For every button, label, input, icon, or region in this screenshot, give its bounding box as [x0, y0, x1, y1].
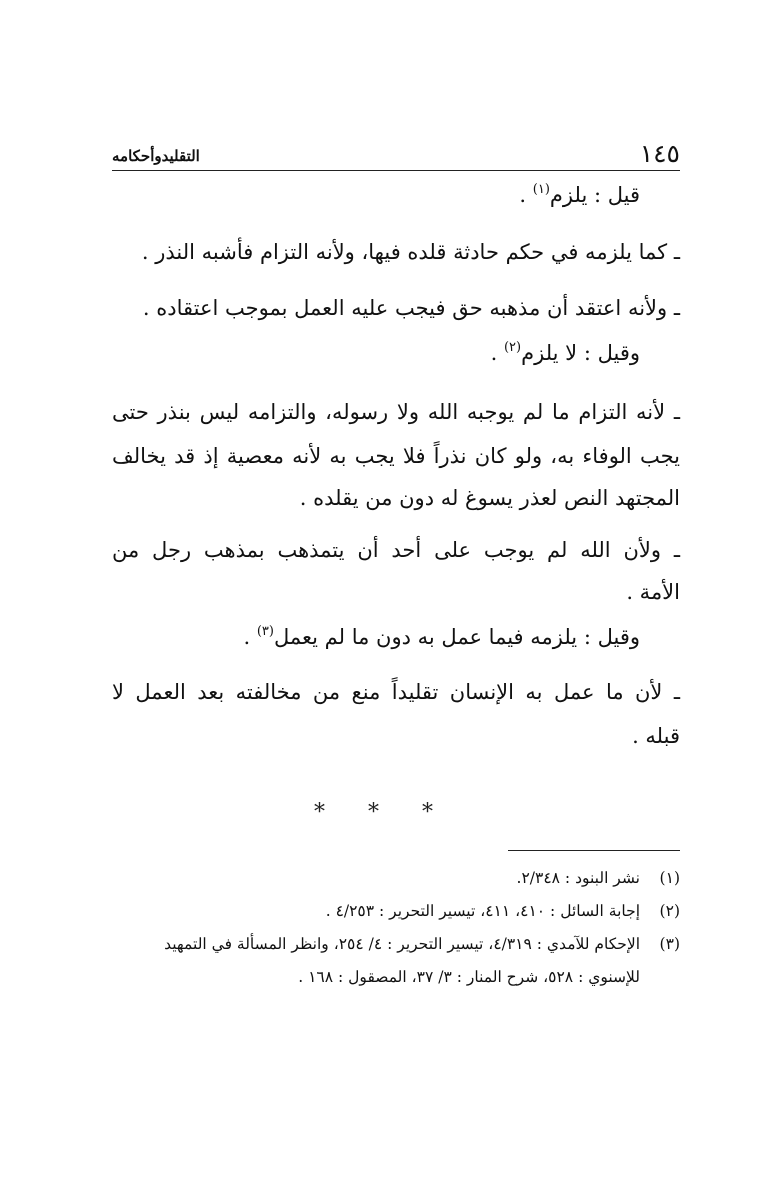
paragraph-line: يجب الوفاء به، ولو كان نذراً فلا يجب به لأنه معصية إذ قد يخالف [112, 444, 680, 468]
footnote-number: (٣) [659, 935, 680, 953]
paragraph-line: الأمة . [626, 580, 680, 604]
paragraph-line: قيل : يلزم$^{(١)}$ . [519, 182, 640, 207]
footnote-number: (١) [659, 869, 680, 887]
paragraph-line: ـ ولأن الله لم يوجب على أحد أن يتمذهب بمذهب رجل من [112, 538, 680, 562]
paragraph-line: ـ كما يلزمه في حكم حادثة قلده فيها، ولأنه التزام فأشبه النذر . [141, 240, 680, 264]
paragraph-line: وقيل : يلزمه فيما عمل به دون ما لم يعمل$^{(٣)}$ . [243, 624, 640, 649]
footnote-text: نشر البنود : ٢/٣٤٨. [516, 869, 640, 887]
paragraph-line: قبله . [632, 724, 680, 748]
paragraph-line: المجتهد النص لعذر يسوغ له دون من يقلده . [299, 486, 680, 510]
footnote-divider [508, 850, 680, 851]
footnote-item [112, 928, 680, 961]
footnote-ref: (١) [532, 182, 550, 197]
section-separator: * * * [314, 800, 451, 825]
running-title: التقليدوأحكامه [112, 147, 200, 165]
footnote-ref: (٢) [503, 340, 522, 355]
footnote-number: (٢) [659, 902, 680, 920]
paragraph-line: ـ ولأنه اعتقد أن مذهبه حق فيجب عليه العمل بموجب اعتقاده . [142, 296, 680, 320]
footnote-text: الإحكام للآمدي : ٤/٣١٩، تيسير التحرير : ٤/ ٢٥٤، وانظر المسألة في التمهيد [164, 935, 640, 953]
footnotes [112, 862, 680, 994]
page-header [112, 138, 680, 171]
paragraph-line: وقيل : لا يلزم$^{(٢)}$ . [490, 340, 640, 365]
footnote-item [112, 895, 680, 928]
footnote-item [112, 862, 680, 895]
footnote-ref: (٣) [256, 624, 274, 639]
paragraph-line: ـ لأن ما عمل به الإنسان تقليداً منع من مخالفته بعد العمل لا [112, 680, 680, 704]
footnote-text: إجابة السائل : ٤١٠، ٤١١، تيسير التحرير : ٤/٢٥٣ . [325, 902, 640, 920]
footnote-continuation: للإسنوي : ٥٢٨، شرح المنار : ٣/ ٣٧، المصقول : ١٦٨ . [298, 968, 640, 986]
page-number: ١٤٥ [639, 139, 680, 168]
paragraph-line: ـ لأنه التزام ما لم يوجبه الله ولا رسوله، والتزامه ليس بنذر حتى [112, 400, 680, 424]
